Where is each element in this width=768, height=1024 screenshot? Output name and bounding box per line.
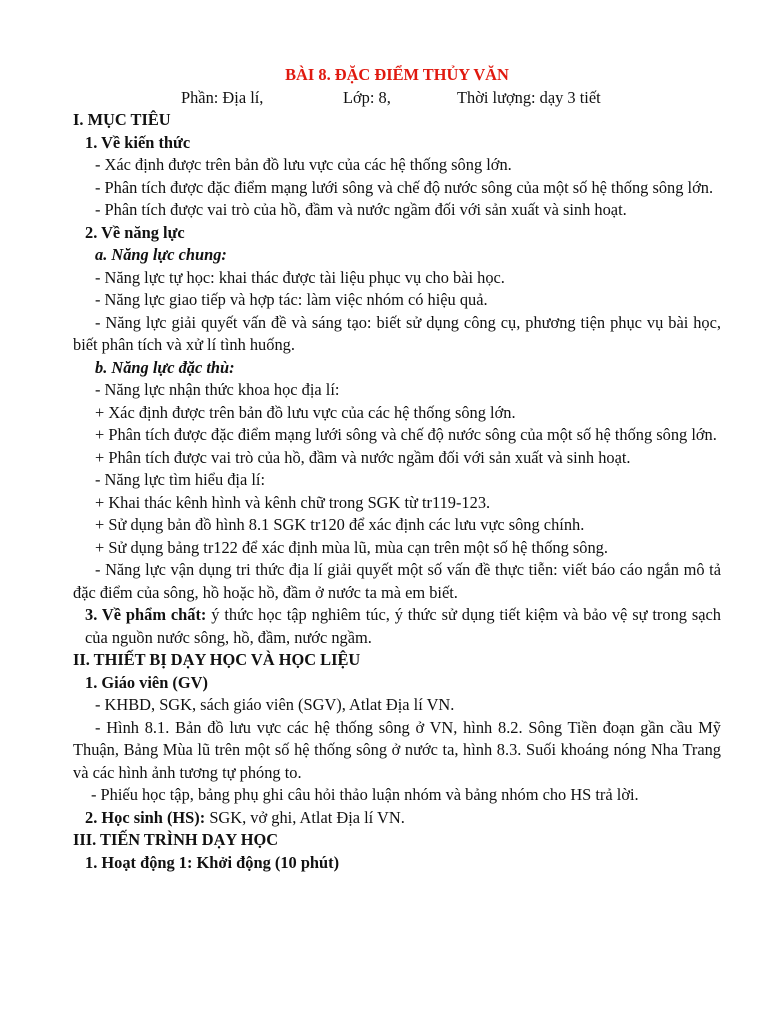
meta-duration: Thời lượng: dạy 3 tiết xyxy=(457,87,601,107)
lesson-meta xyxy=(73,87,721,110)
meta-subject: Phần: Địa lí, xyxy=(181,87,264,107)
section-heading-equipment: II. THIẾT BỊ DẠY HỌC VÀ HỌC LIỆU xyxy=(73,650,361,669)
lesson-title: BÀI 8. ĐẶC ĐIỂM THỦY VĂN xyxy=(285,65,509,84)
lesson-plan-page xyxy=(73,64,721,874)
subheading-activity-1: 1. Hoạt động 1: Khởi động (10 phút) xyxy=(85,852,340,872)
teacher-item: - Hình 8.1. Bản đồ lưu vực các hệ thống sông ở VN, hình 8.2. Sông Tiền đoạn gần cầu Mỹ Thuận, Bảng Mùa lũ trên một số hệ thống sông ở nước ta, hình 8.3. Suối khoáng nóng Nha Trang và các hình ảnh tương tự phóng to. xyxy=(73,717,721,782)
student-text: SGK, vở ghi, Atlat Địa lí VN. xyxy=(205,807,405,827)
knowledge-item: - Phân tích được đặc điểm mạng lưới sông và chế độ nước sông của một số hệ thống sông lớn. xyxy=(95,177,714,197)
knowledge-item: - Xác định được trên bản đồ lưu vực của các hệ thống sông lớn. xyxy=(95,155,512,174)
specific-competence-item: - Năng lực nhận thức khoa học địa lí: xyxy=(95,380,340,399)
general-competence-item: - Năng lực tự học: khai thác được tài liệu phục vụ cho bài học. xyxy=(95,267,505,287)
specific-competence-item: + Khai thác kênh hình và kênh chữ trong SGK từ tr119-123. xyxy=(95,492,491,512)
section-heading-process: III. TIẾN TRÌNH DẠY HỌC xyxy=(73,830,279,849)
specific-competence-item: + Phân tích được đặc điểm mạng lưới sông và chế độ nước sông của một số hệ thống sông lớn. xyxy=(95,425,717,444)
general-competence-item: - Năng lực giải quyết vấn đề và sáng tạo: biết sử dụng công cụ, phương tiện phục vụ bài học, biết phân tích và xử lí tình huống. xyxy=(73,312,721,354)
general-competence-item: - Năng lực giao tiếp và hợp tác: làm việc nhóm có hiệu quả. xyxy=(95,290,488,309)
meta-grade: Lớp: 8, xyxy=(343,87,391,107)
qualities-paragraph xyxy=(73,604,721,649)
student-paragraph xyxy=(73,807,721,830)
specific-competence-item: - Năng lực vận dụng tri thức địa lí giải quyết một số vấn đề thực tiễn: viết báo cáo ngắn mô tả đặc điểm của sông, hồ hoặc hồ, đầm ở nước ta mà em biết. xyxy=(73,560,721,602)
subheading-knowledge: 1. Về kiến thức xyxy=(85,132,191,152)
subheading-general-competence: a. Năng lực chung: xyxy=(95,245,227,264)
specific-competence-item: + Phân tích được vai trò của hồ, đầm và nước ngầm đối với sản xuất và sinh hoạt. xyxy=(95,447,631,467)
specific-competence-item: - Năng lực tìm hiểu địa lí: xyxy=(95,470,266,489)
specific-competence-item: + Xác định được trên bản đồ lưu vực của các hệ thống sông lớn. xyxy=(95,402,516,422)
subheading-competence: 2. Về năng lực xyxy=(85,222,185,242)
specific-competence-item: + Sử dụng bảng tr122 để xác định mùa lũ, mùa cạn trên một số hệ thống sông. xyxy=(95,537,608,557)
section-heading-objectives: I. MỤC TIÊU xyxy=(73,110,171,129)
qualities-label: 3. Về phẩm chất: xyxy=(85,605,207,624)
qualities-text: ý thức học tập nghiêm túc, ý thức sử dụng tiết kiệm và bảo vệ sự trong sạch của nguồn nước sông, hồ, đầm, nước ngầm. xyxy=(85,605,721,647)
student-label: 2. Học sinh (HS): xyxy=(85,807,206,827)
teacher-item: - KHBD, SGK, sách giáo viên (SGV), Atlat Địa lí VN. xyxy=(95,695,455,714)
specific-competence-item: + Sử dụng bản đồ hình 8.1 SGK tr120 để xác định các lưu vực sông chính. xyxy=(95,515,585,534)
subheading-specific-competence: b. Năng lực đặc thù: xyxy=(95,357,235,377)
knowledge-item: - Phân tích được vai trò của hồ, đầm và nước ngầm đối với sản xuất và sinh hoạt. xyxy=(95,200,627,219)
subheading-teacher: 1. Giáo viên (GV) xyxy=(85,672,208,692)
teacher-item: - Phiếu học tập, bảng phụ ghi câu hỏi thảo luận nhóm và bảng nhóm cho HS trả lời. xyxy=(91,785,639,804)
